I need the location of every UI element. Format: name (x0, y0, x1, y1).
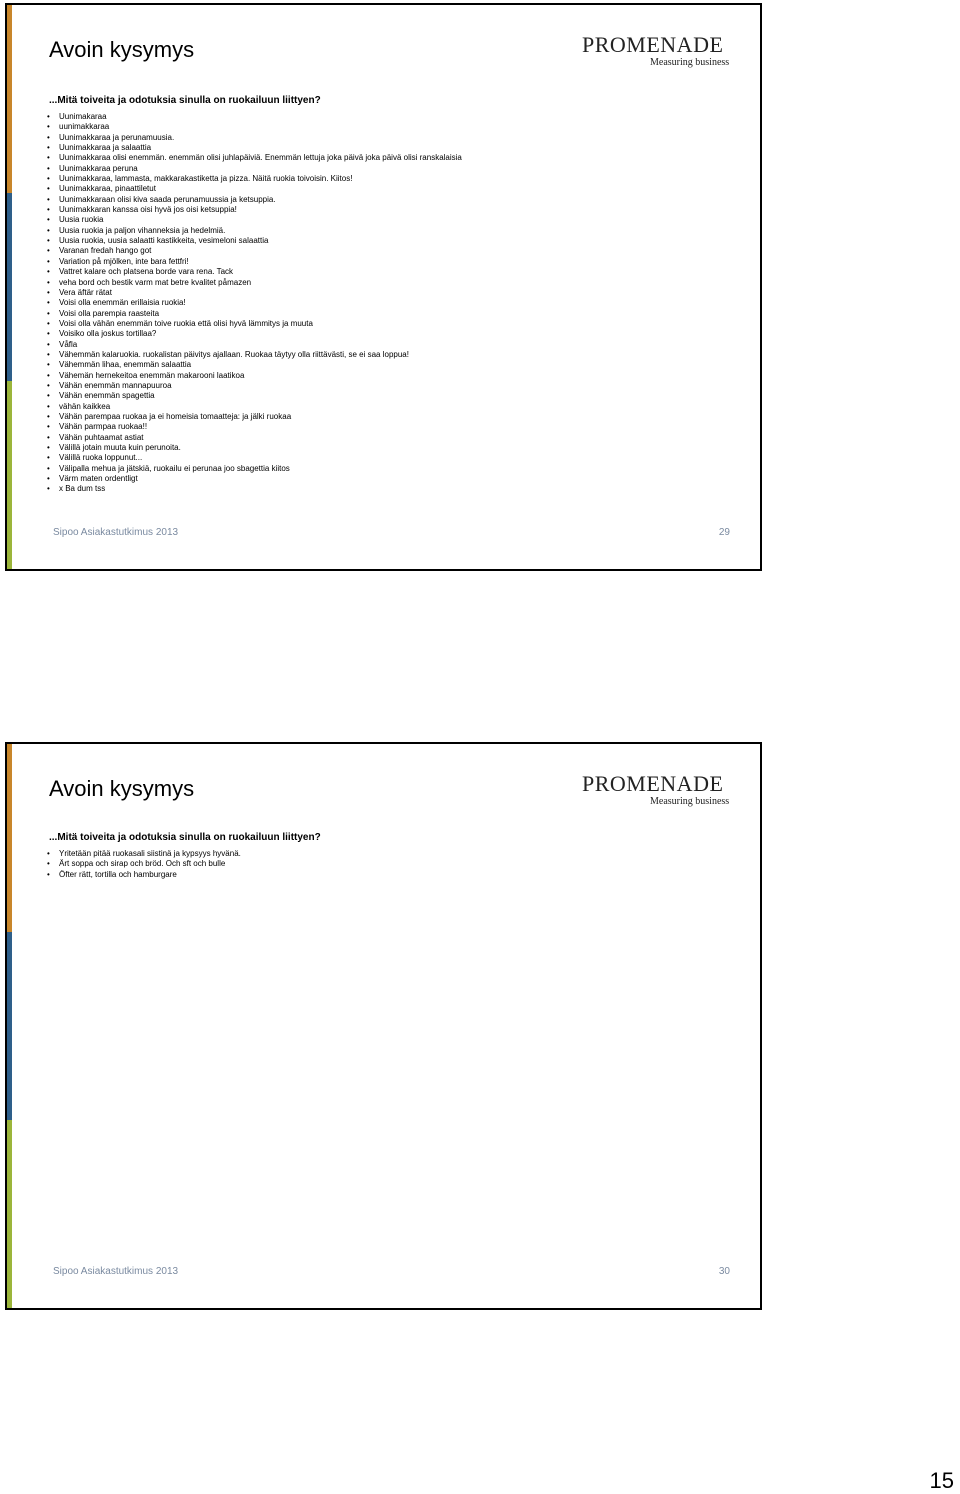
answer-item: • Uunimakkaraan olisi kiva saada perunamuussia ja ketsuppia. (47, 195, 737, 205)
answer-item: • Uunimakkaraa ja salaattia (47, 143, 737, 153)
answer-item: • Vähän enemmän spagettia (47, 391, 737, 401)
slide-title: Avoin kysymys (49, 776, 195, 801)
slide-number: 29 (718, 527, 730, 538)
accent-bar-top (7, 744, 12, 932)
slide-number: 30 (718, 1266, 730, 1277)
answer-item: • Våfla (47, 340, 737, 350)
footer-source: Sipoo Asiakastutkimus 2013 (53, 1266, 179, 1277)
answer-item: • Uunimakkaraa ja perunamuusia. (47, 133, 737, 143)
promenade-logo (582, 33, 742, 69)
accent-bar-top (7, 5, 12, 193)
answer-item: • Uunimakkaraa peruna (47, 164, 737, 174)
answer-item: • Uunimakaraa (47, 112, 737, 122)
logo-tagline: Measuring business (650, 796, 730, 807)
answer-item: • Välillä ruoka loppunut... (47, 453, 737, 463)
answer-item: • Välipalla mehua ja jätskiä, ruokailu ei perunaa joo sbagettia kiitos (47, 464, 737, 474)
accent-bar (7, 744, 12, 1308)
answer-item: • Voisi olla vähän enemmän toive ruokia että olisi hyvä lämmitys ja muuta (47, 319, 737, 329)
question-heading: ...Mitä toiveita ja odotuksia sinulla on ruokailuun liittyen? (49, 95, 321, 106)
answer-item: • Uusia ruokia (47, 215, 737, 225)
slide-30 (5, 742, 762, 1310)
answer-item: • Värm maten ordentligt (47, 474, 737, 484)
answer-item: • Vähän parmpaa ruokaa!! (47, 422, 737, 432)
page-number: 15 (929, 1468, 954, 1493)
answer-item: • Yritetään pitää ruokasali siistinä ja kypsyys hyvänä. (47, 849, 737, 859)
answer-item: • Vähän parempaa ruokaa ja ei homeisia tomaatteja: ja jälki ruokaa (47, 412, 737, 422)
answer-item: • Vattret kalare och platsena borde vara rena. Tack (47, 267, 737, 277)
answer-list (47, 112, 737, 495)
answer-item: • Vähemmän kalaruokia. ruokalistan päivitys ajallaan. Ruokaa täytyy olla riittävästi, se ei saa loppua! (47, 350, 737, 360)
question-heading: ...Mitä toiveita ja odotuksia sinulla on ruokailuun liittyen? (49, 832, 321, 843)
answer-item: • Voisi olla parempia raasteita (47, 309, 737, 319)
answer-item: • Välillä jotain muuta kuin perunoita. (47, 443, 737, 453)
accent-bar-bottom (7, 381, 12, 569)
footer-source: Sipoo Asiakastutkimus 2013 (53, 527, 179, 538)
accent-bar-middle (7, 932, 12, 1120)
answer-item: • Vähän puhtaamat astiat (47, 433, 737, 443)
answer-item: • Vähemmän lihaa, enemmän salaattia (47, 360, 737, 370)
slide-title: Avoin kysymys (49, 37, 195, 62)
answer-item: • vähän kaikkea (47, 402, 737, 412)
answer-item: • Ärt soppa och sirap och bröd. Och sft och bulle (47, 859, 737, 869)
accent-bar (7, 5, 12, 569)
answer-item: • Öfter rätt, tortilla och hamburgare (47, 870, 737, 880)
answer-list (47, 849, 737, 880)
logo-wordmark: PROMENADE (582, 771, 724, 796)
logo-tagline: Measuring business (650, 57, 730, 68)
answer-item: • Uunimakkaran kanssa oisi hyvä jos oisi ketsuppia! (47, 205, 737, 215)
answer-item: • Uusia ruokia, uusia salaatti kastikkeita, vesimeloni salaattia (47, 236, 737, 246)
answer-item: • Uunimakkaraa olisi enemmän. enemmän olisi juhlapäiviä. Enemmän lettuja joka päivä joka päivä olisi ranskalaisia (47, 153, 737, 163)
answer-item: • Vähemän hernekeitoa enemmän makarooni laatikoa (47, 371, 737, 381)
promenade-logo (582, 772, 742, 808)
accent-bar-bottom (7, 1120, 12, 1308)
answer-item: • Vähän enemmän mannapuuroa (47, 381, 737, 391)
answer-item: • Varanan fredah hango got (47, 246, 737, 256)
answer-item: • Uusia ruokia ja paljon vihanneksia ja hedelmiä. (47, 226, 737, 236)
answer-item: • Uunimakkaraa, pinaattiletut (47, 184, 737, 194)
answer-item: • Variation på mjölken, inte bara fettfri! (47, 257, 737, 267)
slide-29 (5, 3, 762, 571)
accent-bar-middle (7, 193, 12, 381)
answer-item: • veha bord och bestik varm mat betre kvalitet påmazen (47, 278, 737, 288)
answer-item: • x Ba dum tss (47, 484, 737, 494)
answer-item: • Uunimakkaraa, lammasta, makkarakastiketta ja pizza. Näitä ruokia toivoisin. Kiitos! (47, 174, 737, 184)
answer-item: • Voisi olla enemmän erillaisia ruokia! (47, 298, 737, 308)
answer-item: • uunimakkaraa (47, 122, 737, 132)
answer-item: • Voisiko olla joskus tortillaa? (47, 329, 737, 339)
answer-item: • Vera äftär rätat (47, 288, 737, 298)
logo-wordmark: PROMENADE (582, 32, 724, 57)
